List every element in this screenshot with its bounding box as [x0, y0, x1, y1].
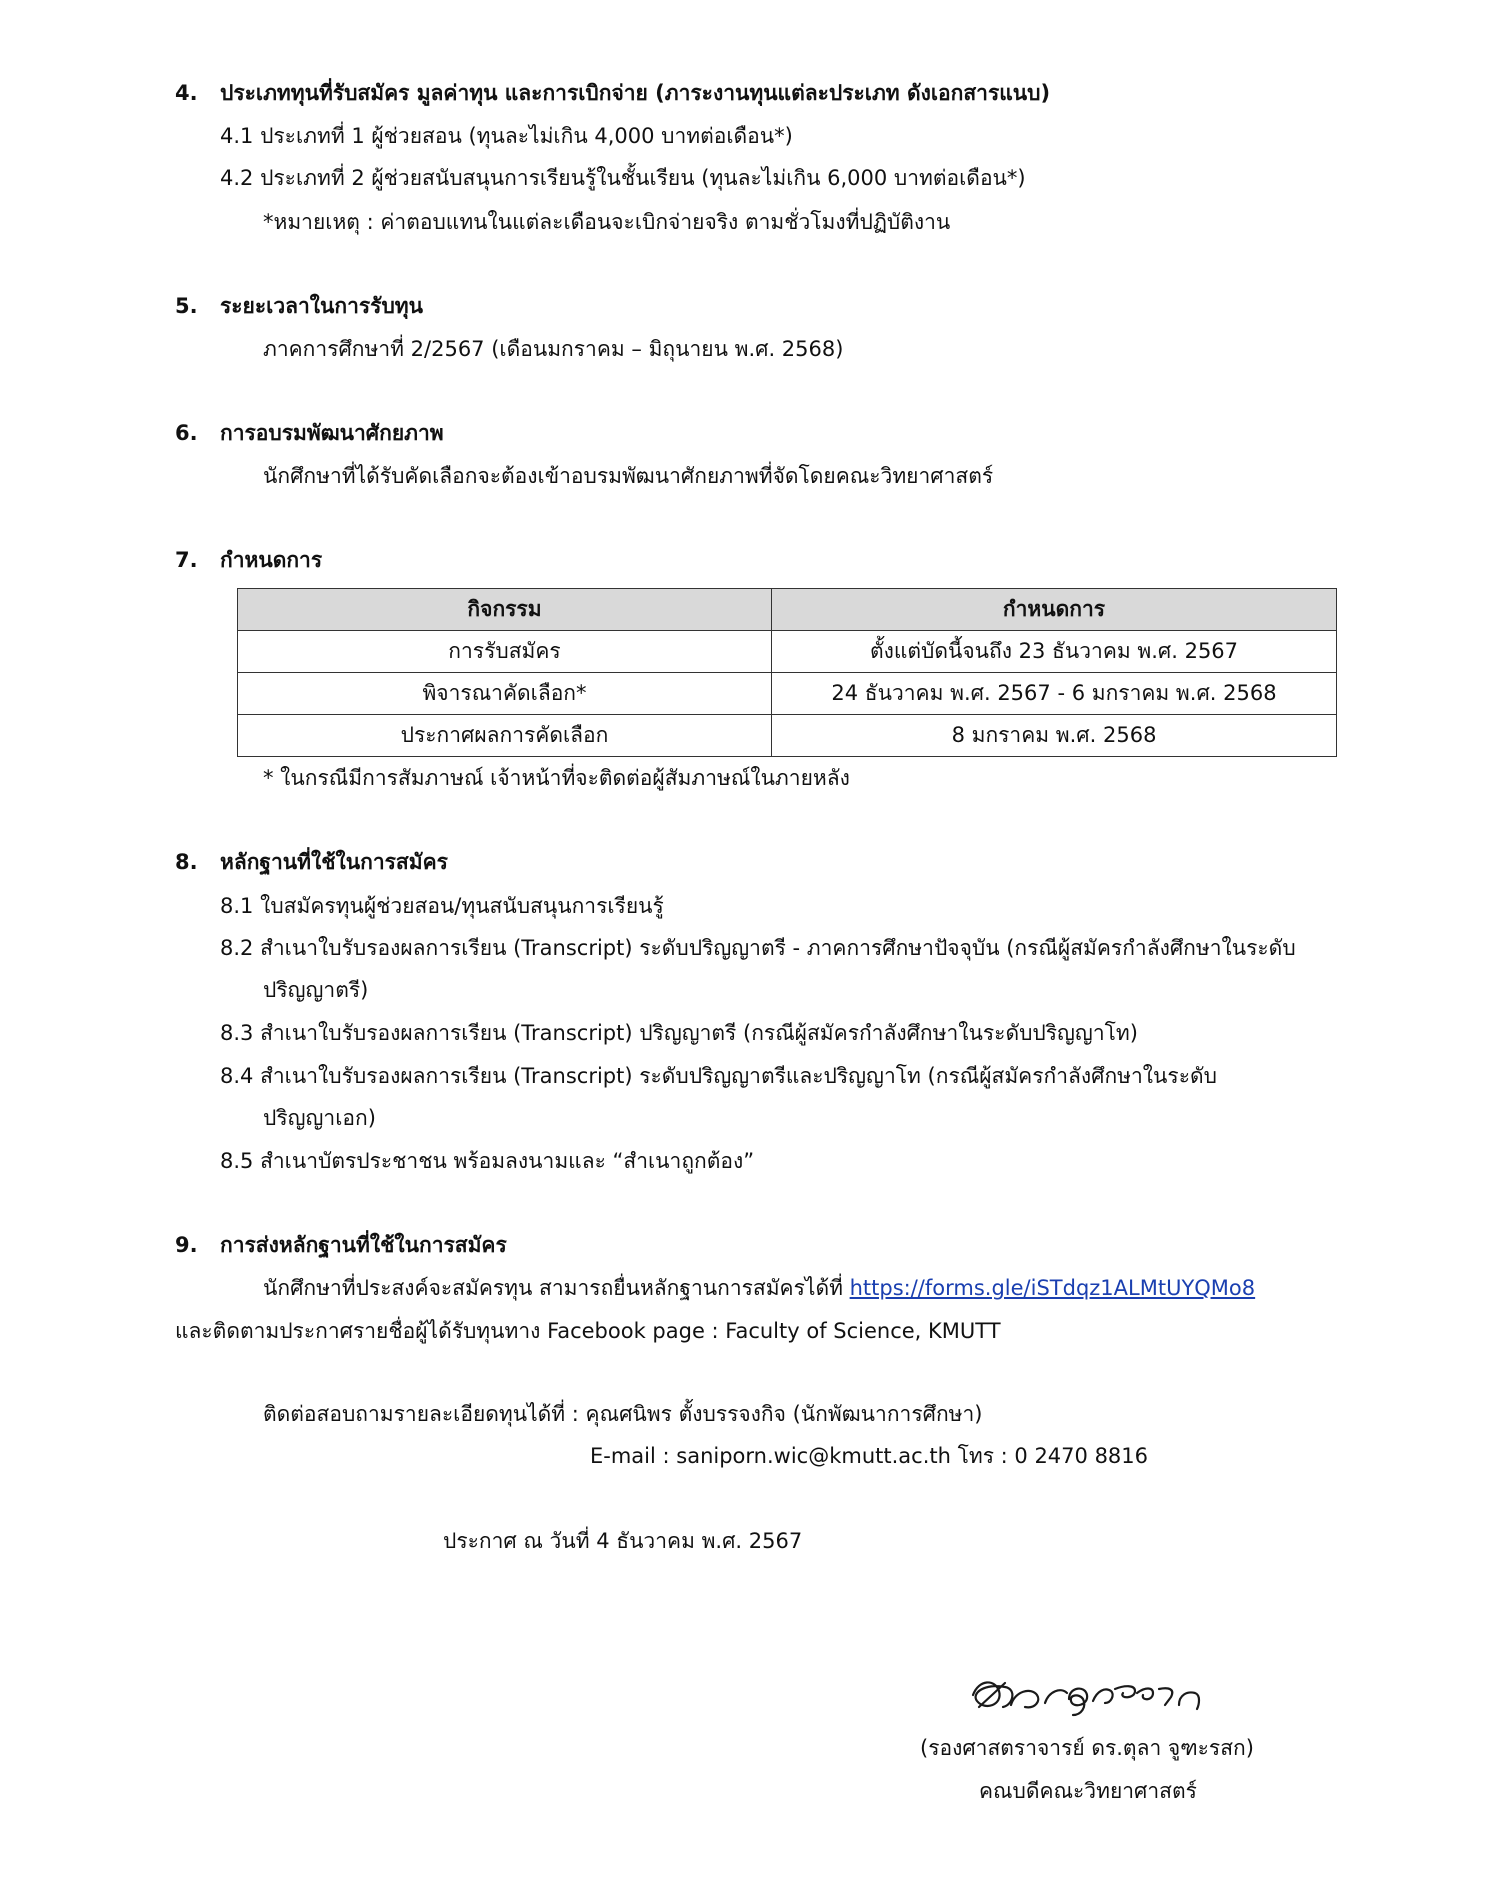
section-8-item-5: 8.5 สำเนาบัตรประชาชน พร้อมลงนามและ “สำเนาถูกต้อง”	[220, 1149, 755, 1173]
table-cell-activity: พิจารณาคัดเลือก*	[238, 673, 772, 715]
section-4-note: *หมายเหตุ : ค่าตอบแทนในแต่ละเดือนจะเบิกจ่ายจริง ตามชั่วโมงที่ปฏิบัติงาน	[263, 210, 951, 234]
section-4-title: ประเภททุนที่รับสมัคร มูลค่าทุน และการเบิกจ่าย (ภาระงานทุนแต่ละประเภท ดังเอกสารแนบ)	[220, 81, 1051, 105]
table-row	[238, 673, 1337, 715]
section-4-number: 4.	[175, 81, 198, 105]
section-4-item-2: 4.2 ประเภทที่ 2 ผู้ช่วยสนับสนุนการเรียนรู้ในชั้นเรียน (ทุนละไม่เกิน 6,000 บาทต่อเดือน*)	[220, 166, 1026, 190]
table-cell-date: ตั้งแต่บัดนี้จนถึง 23 ธันวาคม พ.ศ. 2567	[772, 631, 1337, 673]
table-cell-activity: การรับสมัคร	[238, 631, 772, 673]
section-9-line-2: และติดตามประกาศรายชื่อผู้ได้รับทุนทาง Facebook page : Faculty of Science, KMUTT	[175, 1319, 1001, 1343]
table-row	[238, 715, 1337, 757]
section-9-line-1	[263, 1273, 1255, 1303]
signature-image	[965, 1665, 1225, 1725]
contact-line-2: E-mail : saniporn.wic@kmutt.ac.th โทร : 0 2470 8816	[590, 1444, 1149, 1468]
section-9-line-1-text: นักศึกษาที่ประสงค์จะสมัครทุน สามารถยื่นหลักฐานการสมัครได้ที่	[263, 1276, 850, 1300]
signer-name: (รองศาสตราจารย์ ดร.ตุลา จูฑะรสก)	[920, 1736, 1254, 1760]
section-5-text: ภาคการศึกษาที่ 2/2567 (เดือนมกราคม – มิถุนายน พ.ศ. 2568)	[263, 337, 844, 361]
table-cell-activity: ประกาศผลการคัดเลือก	[238, 715, 772, 757]
section-8-item-2: 8.2 สำเนาใบรับรองผลการเรียน (Transcript) ระดับปริญญาตรี - ภาคการศึกษาปัจจุบัน (กรณีผู้สมัครกำลังศึกษาในระดับ	[220, 936, 1296, 960]
section-7-title: กำหนดการ	[220, 548, 323, 572]
section-6-text: นักศึกษาที่ได้รับคัดเลือกจะต้องเข้าอบรมพัฒนาศักยภาพที่จัดโดยคณะวิทยาศาสตร์	[263, 464, 994, 488]
section-5-number: 5.	[175, 294, 198, 318]
table-cell-date: 24 ธันวาคม พ.ศ. 2567 - 6 มกราคม พ.ศ. 2568	[772, 673, 1337, 715]
application-form-link[interactable]: https://forms.gle/iSTdqz1ALMtUYQMo8	[849, 1276, 1256, 1300]
section-9-title: การส่งหลักฐานที่ใช้ในการสมัคร	[220, 1233, 507, 1257]
schedule-table	[237, 588, 1337, 757]
signer-position: คณบดีคณะวิทยาศาสตร์	[979, 1779, 1197, 1803]
announcement-date: ประกาศ ณ วันที่ 4 ธันวาคม พ.ศ. 2567	[443, 1529, 803, 1553]
table-header-activity: กิจกรรม	[238, 589, 772, 631]
contact-line-1: ติดต่อสอบถามรายละเอียดทุนได้ที่ : คุณศนิพร ตั้งบรรจงกิจ (นักพัฒนาการศึกษา)	[263, 1402, 983, 1426]
section-8-item-4: 8.4 สำเนาใบรับรองผลการเรียน (Transcript) ระดับปริญญาตรีและปริญญาโท (กรณีผู้สมัครกำลังศึกษาในระดับ	[220, 1064, 1217, 1088]
table-row	[238, 631, 1337, 673]
section-5-title: ระยะเวลาในการรับทุน	[220, 294, 423, 318]
table-cell-date: 8 มกราคม พ.ศ. 2568	[772, 715, 1337, 757]
table-header-row	[238, 589, 1337, 631]
section-8-item-4-cont: ปริญญาเอก)	[263, 1106, 376, 1130]
section-8-item-1: 8.1 ใบสมัครทุนผู้ช่วยสอน/ทุนสนับสนุนการเรียนรู้	[220, 894, 664, 918]
section-4-item-1: 4.1 ประเภทที่ 1 ผู้ช่วยสอน (ทุนละไม่เกิน 4,000 บาทต่อเดือน*)	[220, 124, 793, 148]
table-header-schedule: กำหนดการ	[772, 589, 1337, 631]
section-8-title: หลักฐานที่ใช้ในการสมัคร	[220, 850, 448, 874]
section-8-number: 8.	[175, 850, 198, 874]
section-7-footnote: * ในกรณีมีการสัมภาษณ์ เจ้าหน้าที่จะติดต่อผู้สัมภาษณ์ในภายหลัง	[263, 766, 850, 790]
section-6-number: 6.	[175, 421, 198, 445]
section-7-number: 7.	[175, 548, 198, 572]
section-8-item-3: 8.3 สำเนาใบรับรองผลการเรียน (Transcript) ปริญญาตรี (กรณีผู้สมัครกำลังศึกษาในระดับปริญญาโท)	[220, 1021, 1138, 1045]
section-6-title: การอบรมพัฒนาศักยภาพ	[220, 421, 444, 445]
section-9-number: 9.	[175, 1233, 198, 1257]
section-8-item-2-cont: ปริญญาตรี)	[263, 978, 369, 1002]
